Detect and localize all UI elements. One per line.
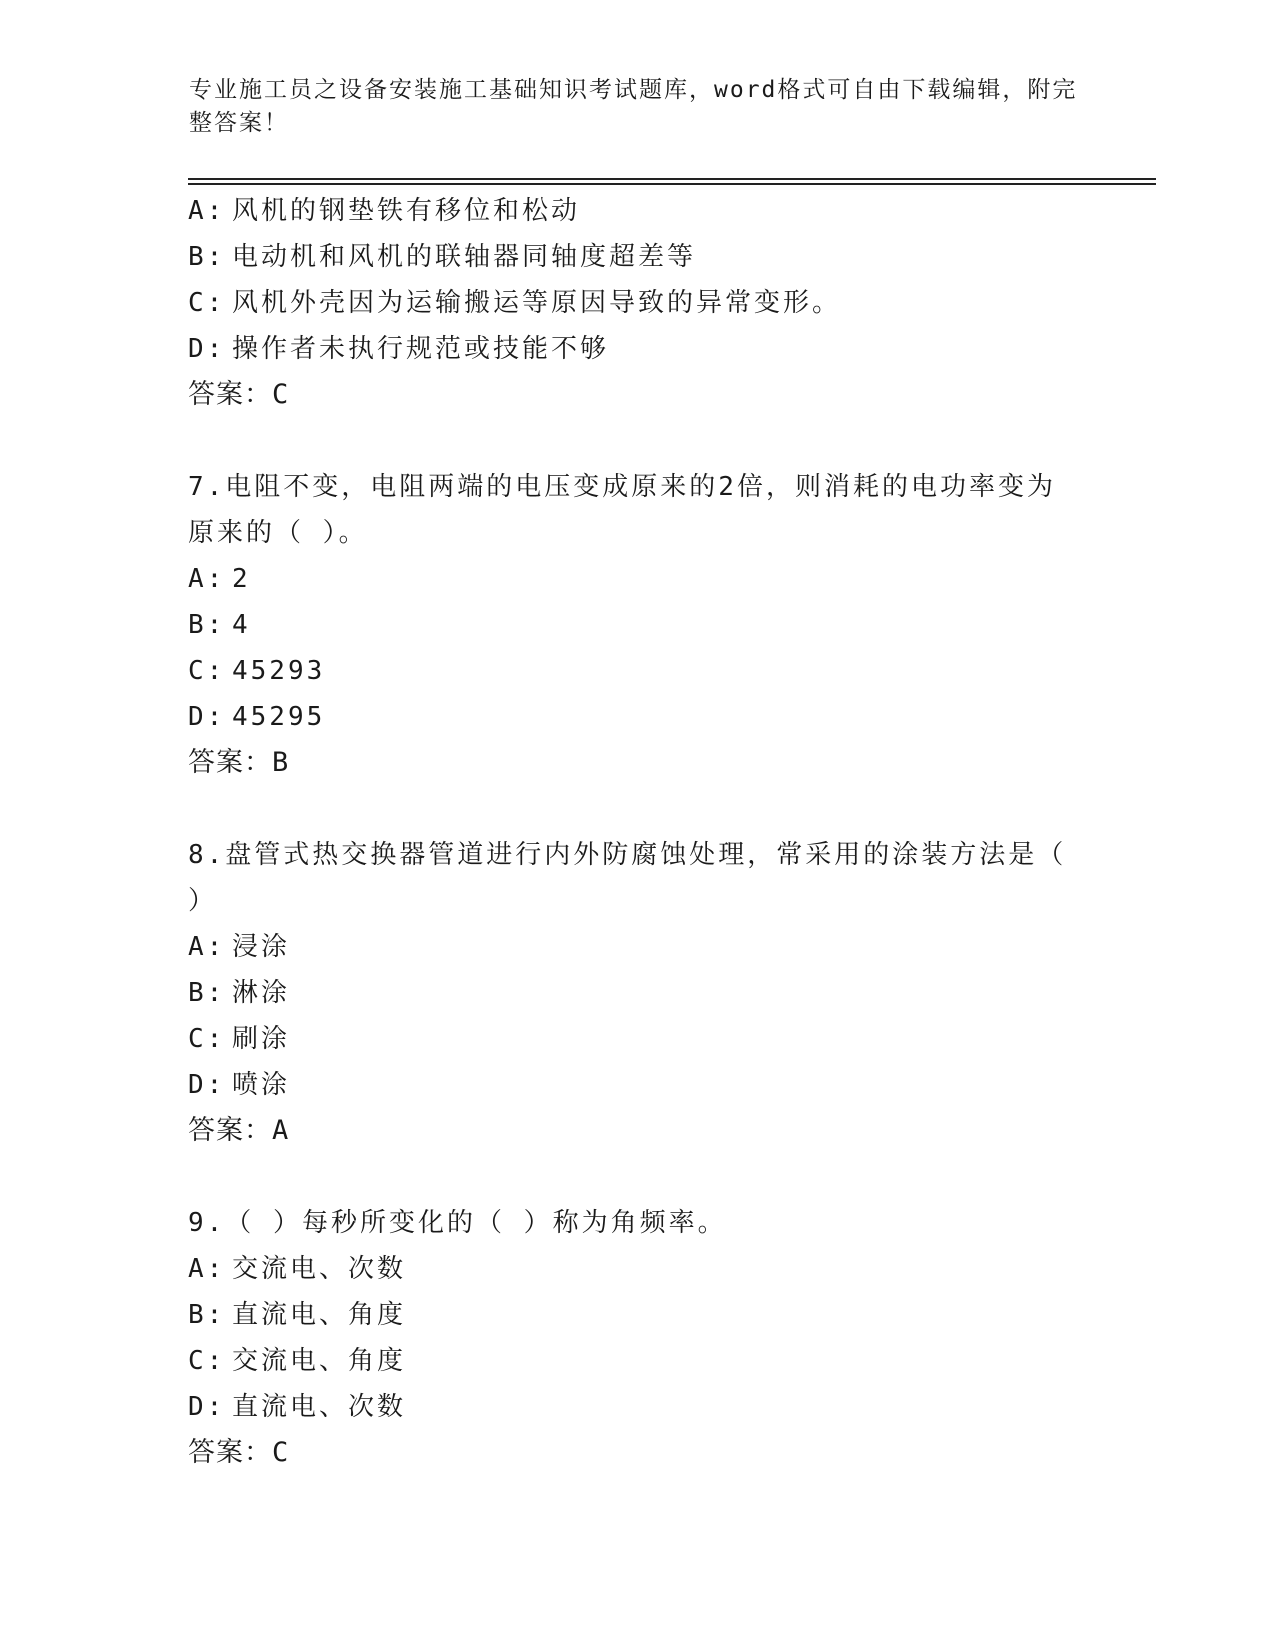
option-text: 交流电、次数 bbox=[232, 1254, 407, 1284]
header-line-2: 整答案！ bbox=[189, 110, 289, 136]
header-rule-bottom bbox=[188, 183, 1156, 185]
answer-label: 答案： bbox=[188, 747, 272, 778]
option-d bbox=[188, 1062, 1088, 1108]
option-b bbox=[188, 1292, 1088, 1338]
option-key: C: bbox=[188, 288, 226, 318]
option-key: C: bbox=[188, 1346, 226, 1376]
option-text: 风机的钢垫铁有移位和松动 bbox=[232, 196, 581, 226]
option-text: 2 bbox=[232, 564, 251, 594]
option-d bbox=[188, 694, 1088, 740]
answer-line bbox=[188, 740, 1088, 786]
option-text: 4 bbox=[232, 610, 251, 640]
option-text: 操作者未执行规范或技能不够 bbox=[232, 334, 610, 364]
option-key: A: bbox=[188, 196, 226, 226]
option-c bbox=[188, 280, 1088, 326]
option-key: A: bbox=[188, 932, 226, 962]
question-9 bbox=[188, 1200, 1088, 1476]
option-key: B: bbox=[188, 978, 226, 1008]
option-b bbox=[188, 602, 1088, 648]
answer-value: C bbox=[272, 1437, 290, 1468]
option-key: C: bbox=[188, 1024, 226, 1054]
header-line-1: 专业施工员之设备安装施工基础知识考试题库，word格式可自由下载编辑，附完 bbox=[189, 77, 1078, 103]
document-body bbox=[188, 188, 1088, 1476]
option-key: A: bbox=[188, 1254, 226, 1284]
question-stem-line-1: 8.盘管式热交换器管道进行内外防腐蚀处理，常采用的涂装方法是（ bbox=[188, 840, 1067, 870]
option-key: B: bbox=[188, 242, 226, 272]
question-7 bbox=[188, 464, 1088, 786]
option-text: 浸涂 bbox=[232, 932, 291, 962]
option-text: 交流电、角度 bbox=[232, 1346, 407, 1376]
option-b bbox=[188, 234, 1088, 280]
option-d bbox=[188, 326, 1088, 372]
option-a bbox=[188, 924, 1088, 970]
question-stem-line-2: ） bbox=[188, 886, 218, 916]
option-key: D: bbox=[188, 702, 226, 732]
option-text: 直流电、角度 bbox=[232, 1300, 407, 1330]
option-key: B: bbox=[188, 610, 226, 640]
option-text: 电动机和风机的联轴器同轴度超差等 bbox=[232, 242, 697, 272]
question-8 bbox=[188, 832, 1088, 1154]
option-a bbox=[188, 1246, 1088, 1292]
question-stem-line-2: 原来的（ ）。 bbox=[188, 518, 368, 548]
option-key: A: bbox=[188, 564, 226, 594]
option-text: 淋涂 bbox=[232, 978, 291, 1008]
answer-line bbox=[188, 1430, 1088, 1476]
answer-label: 答案： bbox=[188, 1437, 272, 1468]
option-c bbox=[188, 648, 1088, 694]
question-stem-line-1: 9.（ ）每秒所变化的（ ）称为角频率。 bbox=[188, 1208, 727, 1238]
answer-value: A bbox=[272, 1115, 290, 1146]
option-a bbox=[188, 188, 1088, 234]
option-text: 风机外壳因为运输搬运等原因导致的异常变形。 bbox=[232, 288, 842, 318]
answer-label: 答案： bbox=[188, 379, 272, 410]
option-b bbox=[188, 970, 1088, 1016]
question-stem-line-1: 7.电阻不变，电阻两端的电压变成原来的2倍，则消耗的电功率变为 bbox=[188, 472, 1056, 502]
document-header bbox=[189, 74, 1089, 140]
answer-label: 答案： bbox=[188, 1115, 272, 1146]
option-text: 直流电、次数 bbox=[232, 1392, 407, 1422]
option-key: B: bbox=[188, 1300, 226, 1330]
question-6-options bbox=[188, 188, 1088, 418]
option-text: 喷涂 bbox=[232, 1070, 291, 1100]
option-d bbox=[188, 1384, 1088, 1430]
option-key: D: bbox=[188, 1070, 226, 1100]
option-key: D: bbox=[188, 1392, 226, 1422]
option-key: C: bbox=[188, 656, 226, 686]
header-rule-top bbox=[188, 178, 1156, 180]
option-text: 45293 bbox=[232, 656, 326, 686]
answer-value: B bbox=[272, 747, 290, 778]
option-text: 45295 bbox=[232, 702, 326, 732]
option-c bbox=[188, 1338, 1088, 1384]
answer-value: C bbox=[272, 379, 290, 410]
answer-line bbox=[188, 372, 1088, 418]
option-text: 刷涂 bbox=[232, 1024, 291, 1054]
answer-line bbox=[188, 1108, 1088, 1154]
option-key: D: bbox=[188, 334, 226, 364]
option-c bbox=[188, 1016, 1088, 1062]
option-a bbox=[188, 556, 1088, 602]
